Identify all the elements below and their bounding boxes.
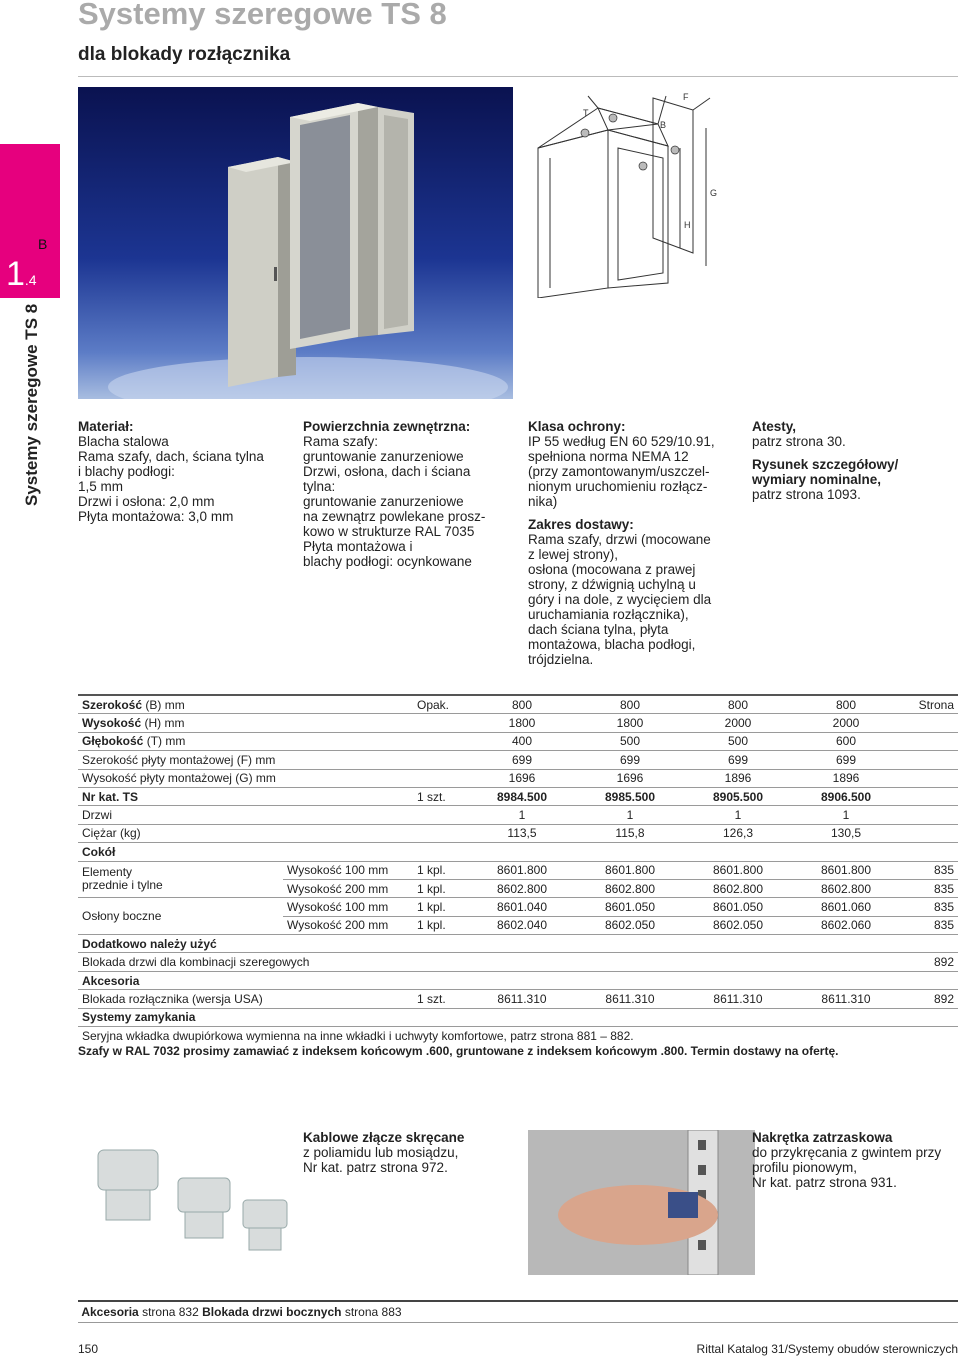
surface-line: Płyta montażowa i bbox=[303, 539, 413, 554]
surface-line: Drzwi, osłona, dach i ściana bbox=[303, 464, 471, 479]
table-cell: 130,5 bbox=[792, 824, 900, 842]
table-row bbox=[78, 935, 958, 953]
table-cell: 8602.060 bbox=[792, 916, 900, 934]
table-cell: 1696 bbox=[468, 769, 576, 787]
material-block bbox=[78, 419, 288, 524]
table-cell: 8601.060 bbox=[792, 898, 900, 916]
atesty-text: patrz strona 30. bbox=[752, 434, 846, 449]
material-line: Rama szafy, dach, ściana tylna bbox=[78, 449, 264, 464]
dim-label-b: B bbox=[660, 120, 667, 130]
tab-number-main: 1 bbox=[6, 255, 25, 293]
catalog-number: 8905.500 bbox=[684, 787, 792, 805]
material-line: Drzwi i osłona: 2,0 mm bbox=[78, 494, 215, 509]
table-cell: 1896 bbox=[684, 769, 792, 787]
table-cell: 8601.800 bbox=[468, 861, 576, 879]
table-cell: 1800 bbox=[576, 714, 684, 732]
table-row bbox=[78, 898, 958, 916]
empty-cell bbox=[900, 787, 958, 805]
table-cell: 699 bbox=[576, 751, 684, 769]
cable-gland-line: z poliamidu lub mosiądzu, bbox=[303, 1145, 459, 1160]
enclosure-photo bbox=[78, 87, 513, 399]
scope-line: montażowa, blacha podłogi, bbox=[528, 637, 696, 652]
table-cell: 1896 bbox=[792, 769, 900, 787]
table-row bbox=[78, 953, 958, 971]
cable-gland-art bbox=[78, 1130, 305, 1275]
protection-line: nionym uruchomieniu rozłącz- bbox=[528, 479, 708, 494]
empty-cell bbox=[413, 953, 900, 971]
usa-lock-label: Blokada rozłącznika (wersja USA) bbox=[78, 990, 413, 1008]
surface-block bbox=[303, 419, 513, 569]
table-cell: 699 bbox=[792, 751, 900, 769]
plinth-size: Wysokość 100 mm bbox=[283, 898, 413, 916]
page-title: Systemy szeregowe TS 8 bbox=[78, 0, 447, 31]
table-cell: 2000 bbox=[792, 714, 900, 732]
catalog-name: Rittal Katalog 31/Systemy obudów sterowniczych bbox=[696, 1342, 958, 1356]
table-cell: 8601.800 bbox=[684, 861, 792, 879]
drawing-ref-title: Rysunek szczegółowy/ bbox=[752, 457, 899, 472]
empty-cell bbox=[900, 714, 958, 732]
enclosure-photo-art bbox=[78, 87, 513, 399]
table-cell: 8601.050 bbox=[576, 898, 684, 916]
table-cell: 8611.310 bbox=[792, 990, 900, 1008]
surface-line: Rama szafy: bbox=[303, 434, 379, 449]
scope-line: dach ściana tylna, płyta bbox=[528, 622, 669, 637]
table-cell: 699 bbox=[468, 751, 576, 769]
table-cell: 1800 bbox=[468, 714, 576, 732]
pack-cell: 1 szt. bbox=[413, 990, 468, 1008]
accessories-section-label: Akcesoria bbox=[78, 971, 958, 989]
protection-title: Klasa ochrony: bbox=[528, 419, 626, 434]
table-cell: 8602.800 bbox=[684, 879, 792, 897]
pack-cell: 1 szt. bbox=[413, 787, 468, 805]
footer-side-lock-text: strona 883 bbox=[344, 1305, 402, 1319]
page-ref: 892 bbox=[900, 990, 958, 1008]
table-cell: 1 bbox=[468, 806, 576, 824]
catalog-number-label: Nr kat. TS bbox=[78, 787, 413, 805]
snap-nut-art bbox=[528, 1130, 755, 1275]
table-cell: 8602.800 bbox=[468, 879, 576, 897]
table-row bbox=[78, 990, 958, 1008]
snap-nut-photo bbox=[528, 1130, 755, 1275]
table-cell: 8611.310 bbox=[684, 990, 792, 1008]
material-line: 1,5 mm bbox=[78, 479, 124, 494]
table-row bbox=[78, 971, 958, 989]
table-cell: 800 bbox=[468, 695, 576, 714]
table-cell: 8601.800 bbox=[576, 861, 684, 879]
spec-table bbox=[78, 694, 958, 1044]
table-cell: 115,8 bbox=[576, 824, 684, 842]
section-tab-number bbox=[6, 255, 37, 294]
pack-cell: 1 kpl. bbox=[413, 916, 468, 934]
locking-text: Seryjna wkładka dwupiórkowa wymienna na inne wkładki i uchwyty komfortowe, patrz strona 881 – 882. bbox=[78, 1027, 958, 1045]
protection-line: spełniona norma NEMA 12 bbox=[528, 449, 689, 464]
table-cell: 500 bbox=[684, 732, 792, 750]
pack-cell: 1 kpl. bbox=[413, 861, 468, 879]
dimension-drawing-svg bbox=[528, 88, 738, 298]
table-cell: 800 bbox=[792, 695, 900, 714]
scope-line: trójdzielna. bbox=[528, 652, 594, 667]
table-cell: 600 bbox=[792, 732, 900, 750]
material-line: Blacha stalowa bbox=[78, 434, 169, 449]
table-cell: 1 bbox=[576, 806, 684, 824]
footer-acc-label: Akcesoria bbox=[81, 1305, 139, 1319]
plinth-size: Wysokość 200 mm bbox=[283, 879, 413, 897]
page-subtitle: dla blokady rozłącznika bbox=[78, 44, 291, 65]
scope-line: z lewej strony), bbox=[528, 547, 619, 562]
surface-line: na zewnątrz powlekane prosz- bbox=[303, 509, 486, 524]
tab-number-sub: .4 bbox=[24, 272, 37, 288]
page-number: 150 bbox=[78, 1342, 99, 1356]
table-cell: 1696 bbox=[576, 769, 684, 787]
table-cell: 800 bbox=[576, 695, 684, 714]
empty-cell bbox=[900, 824, 958, 842]
section-tab-letter: B bbox=[38, 236, 48, 252]
protection-line: nika) bbox=[528, 494, 558, 509]
table-cell: 8602.040 bbox=[468, 916, 576, 934]
surface-title: Powierzchnia zewnętrzna: bbox=[303, 419, 471, 434]
surface-line: tylna: bbox=[303, 479, 336, 494]
table-row bbox=[78, 751, 958, 769]
table-cell: 8611.310 bbox=[468, 990, 576, 1008]
catalog-number: 8906.500 bbox=[792, 787, 900, 805]
surface-line: gruntowanie zanurzeniowe bbox=[303, 494, 464, 509]
table-cell: 800 bbox=[684, 695, 792, 714]
footer-acc-text: strona 832 bbox=[142, 1305, 199, 1319]
page-ref: 892 bbox=[900, 953, 958, 971]
pack-cell: 1 kpl. bbox=[413, 879, 468, 897]
table-cell: 8602.800 bbox=[576, 879, 684, 897]
protection-line: IP 55 według EN 60 529/10.91, bbox=[528, 434, 715, 449]
width-label: Szerokość (B) mm bbox=[78, 695, 413, 714]
cable-gland-photo bbox=[78, 1130, 305, 1275]
table-cell: 699 bbox=[684, 751, 792, 769]
snap-nut-line: profilu pionowym, bbox=[752, 1160, 858, 1175]
table-cell: 8602.050 bbox=[684, 916, 792, 934]
page-ref: 835 bbox=[900, 898, 958, 916]
empty-cell bbox=[900, 751, 958, 769]
table-cell: 113,5 bbox=[468, 824, 576, 842]
plinth-size: Wysokość 200 mm bbox=[283, 916, 413, 934]
dimension-drawing bbox=[528, 88, 738, 298]
plinth-section-label: Cokół bbox=[78, 843, 958, 861]
table-row bbox=[78, 824, 958, 842]
table-cell: 126,3 bbox=[684, 824, 792, 842]
table-cell: 8602.800 bbox=[792, 879, 900, 897]
table-cell: 8601.040 bbox=[468, 898, 576, 916]
doors-label: Drzwi bbox=[78, 806, 468, 824]
scope-line: strony, z dźwignią uchylną u bbox=[528, 577, 696, 592]
cable-gland-block bbox=[303, 1130, 523, 1175]
table-cell: 8601.050 bbox=[684, 898, 792, 916]
plate-height-label: Wysokość płyty montażowej (G) mm bbox=[78, 769, 468, 787]
scope-title: Zakres dostawy: bbox=[528, 517, 634, 532]
table-row bbox=[78, 769, 958, 787]
side-section-label: Systemy szeregowe TS 8 bbox=[22, 303, 41, 506]
table-cell: 1 bbox=[684, 806, 792, 824]
table-cell: 8611.310 bbox=[576, 990, 684, 1008]
locking-section-label: Systemy zamykania bbox=[78, 1008, 958, 1026]
atesty-title: Atesty, bbox=[752, 419, 797, 434]
table-row bbox=[78, 843, 958, 861]
catalog-number: 8984.500 bbox=[468, 787, 576, 805]
extra-section-label: Dodatkowo należy użyć bbox=[78, 935, 958, 953]
dim-label-t: T bbox=[583, 108, 589, 118]
depth-label: Głębokość (T) mm bbox=[78, 732, 468, 750]
snap-nut-block bbox=[752, 1130, 958, 1190]
table-row bbox=[78, 732, 958, 750]
table-cell: 2000 bbox=[684, 714, 792, 732]
protection-block bbox=[528, 419, 738, 667]
pack-cell: 1 kpl. bbox=[413, 898, 468, 916]
references-block bbox=[752, 419, 957, 502]
catalog-number: 8985.500 bbox=[576, 787, 684, 805]
surface-line: gruntowanie zanurzeniowe bbox=[303, 449, 464, 464]
scope-line: osłona (mocowana z prawej bbox=[528, 562, 696, 577]
door-lock-label: Blokada drzwi dla kombinacji szeregowych bbox=[78, 953, 413, 971]
table-cell: 400 bbox=[468, 732, 576, 750]
protection-line: (przy zamontowanym/uszczel- bbox=[528, 464, 710, 479]
page-header: Strona bbox=[900, 695, 958, 714]
snap-nut-title: Nakrętka zatrzaskowa bbox=[752, 1130, 893, 1145]
page-ref: 835 bbox=[900, 861, 958, 879]
ordering-note: Szafy w RAL 7032 prosimy zamawiać z indeksem końcowym .600, gruntowane z indeksem końcowym .800. Termin dostawy na ofertę. bbox=[78, 1044, 839, 1058]
surface-line: blachy podłogi: ocynkowane bbox=[303, 554, 472, 569]
empty-cell bbox=[900, 806, 958, 824]
snap-nut-line: do przykręcania z gwintem przy bbox=[752, 1145, 942, 1160]
dim-label-h: H bbox=[684, 220, 691, 230]
snap-nut-line: Nr kat. patrz strona 931. bbox=[752, 1175, 897, 1190]
table-row bbox=[78, 787, 958, 805]
page-ref: 835 bbox=[900, 879, 958, 897]
drawing-ref-text: patrz strona 1093. bbox=[752, 487, 861, 502]
material-line: Płyta montażowa: 3,0 mm bbox=[78, 509, 234, 524]
dim-label-f: F bbox=[683, 92, 689, 102]
table-row bbox=[78, 861, 958, 879]
page-ref: 835 bbox=[900, 916, 958, 934]
table-row bbox=[78, 1027, 958, 1045]
scope-line: góry i na dole, z wycięciem dla bbox=[528, 592, 712, 607]
material-line: i blachy podłogi: bbox=[78, 464, 175, 479]
surface-line: kowo w strukturze RAL 7035 bbox=[303, 524, 475, 539]
plinth-size: Wysokość 100 mm bbox=[283, 861, 413, 879]
scope-line: Rama szafy, drzwi (mocowane bbox=[528, 532, 711, 547]
table-row bbox=[78, 695, 958, 714]
table-row bbox=[78, 714, 958, 732]
cable-gland-title: Kablowe złącze skręcane bbox=[303, 1130, 465, 1145]
table-cell: 8602.050 bbox=[576, 916, 684, 934]
table-row bbox=[78, 806, 958, 824]
material-title: Materiał: bbox=[78, 419, 134, 434]
table-cell: 1 bbox=[792, 806, 900, 824]
scope-line: uruchamiania rozłącznika), bbox=[528, 607, 689, 622]
height-label: Wysokość (H) mm bbox=[78, 714, 468, 732]
table-cell: 500 bbox=[576, 732, 684, 750]
pack-header: Opak. bbox=[413, 695, 468, 714]
table-row bbox=[78, 1008, 958, 1026]
table-cell: 8601.800 bbox=[792, 861, 900, 879]
weight-label: Ciężar (kg) bbox=[78, 824, 468, 842]
empty-cell bbox=[900, 732, 958, 750]
cable-gland-line: Nr kat. patrz strona 972. bbox=[303, 1160, 448, 1175]
footer-side-lock-label: Blokada drzwi bocznych bbox=[202, 1305, 342, 1319]
drawing-ref-title-2: wymiary nominalne, bbox=[752, 472, 882, 487]
title-divider bbox=[78, 76, 958, 77]
side-panels-label: Osłony boczne bbox=[78, 898, 283, 935]
dim-label-g: G bbox=[710, 188, 718, 198]
empty-cell bbox=[900, 769, 958, 787]
plate-width-label: Szerokość płyty montażowej (F) mm bbox=[78, 751, 468, 769]
footer-references bbox=[78, 1300, 958, 1323]
front-rear-label: Elementy przednie i tylne bbox=[78, 861, 283, 898]
